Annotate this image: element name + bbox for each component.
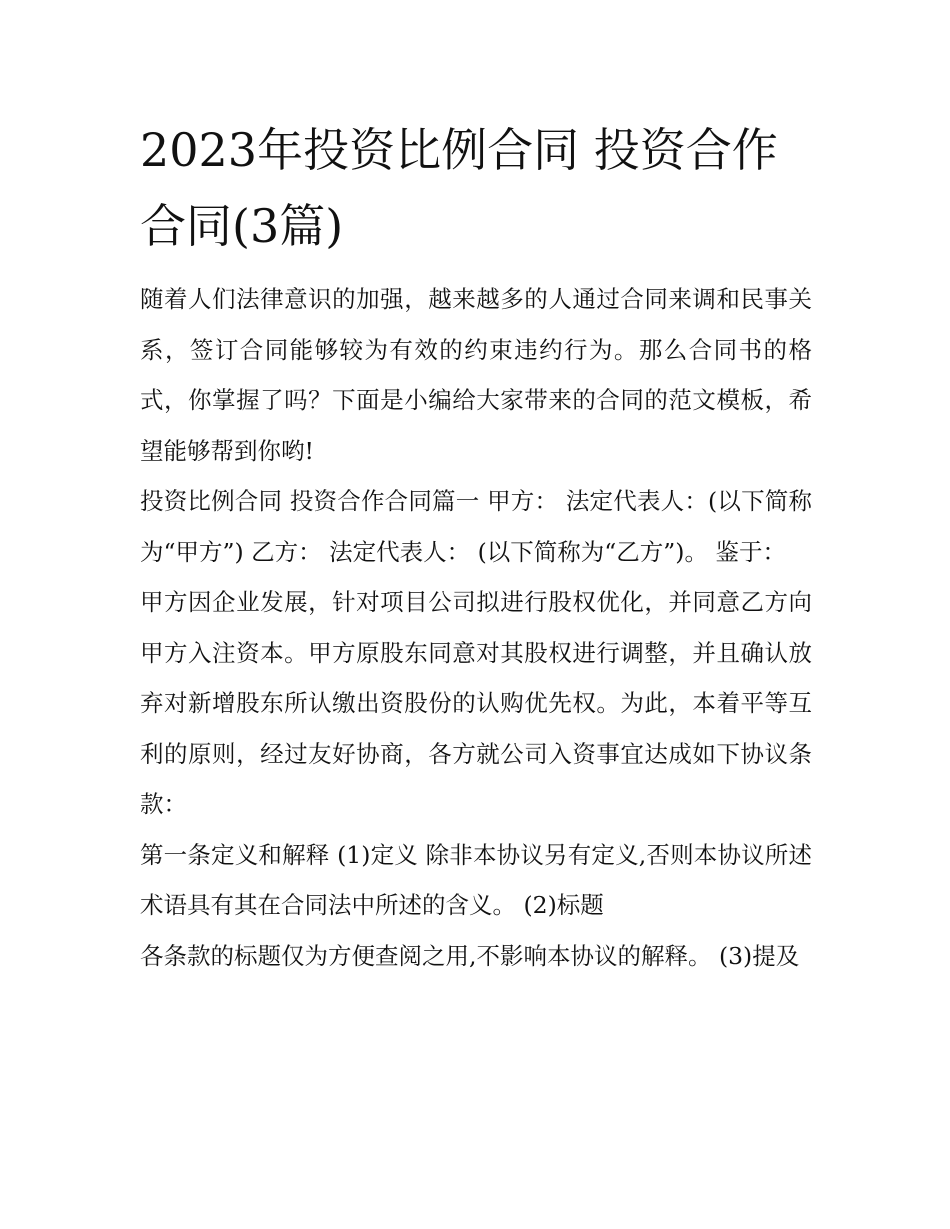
paragraph-intro: 随着人们法律意识的加强，越来越多的人通过合同来调和民事关系，签订合同能够较为有效的约束违约行为。那么合同书的格式，你掌握了吗？下面是小编给大家带来的合同的范文模板，希望能够帮到你哟! bbox=[140, 285, 812, 465]
paragraph-article-1: 第一条定义和解释 (1)定义 除非本协议另有定义,否则本协议所述术语具有其在合同法中所述的含义。 (2)标题 bbox=[140, 840, 812, 919]
document-title: 2023年投资比例合同 投资合作合同(3篇) bbox=[140, 123, 778, 253]
paragraph-headings: 各条款的标题仅为方便查阅之用,不影响本协议的解释。 (3)提及 bbox=[140, 941, 800, 970]
document-content bbox=[140, 112, 812, 981]
paragraph-background: 甲方因企业发展，针对项目公司拟进行股权优化，并同意乙方向甲方入注资本。甲方原股东同意对其股权进行调整，并且确认放弃对新增股东所认缴出资股份的认购优先权。为此，本着平等互利的原则，经过友好协商，各方就公司入资事宜达成如下协议条款： bbox=[140, 588, 812, 818]
paragraph-parties: 投资比例合同 投资合作合同篇一 甲方： 法定代表人：(以下简称为“甲方”) 乙方： 法定代表人： (以下简称为“乙方”)。 鉴于： bbox=[140, 487, 812, 566]
